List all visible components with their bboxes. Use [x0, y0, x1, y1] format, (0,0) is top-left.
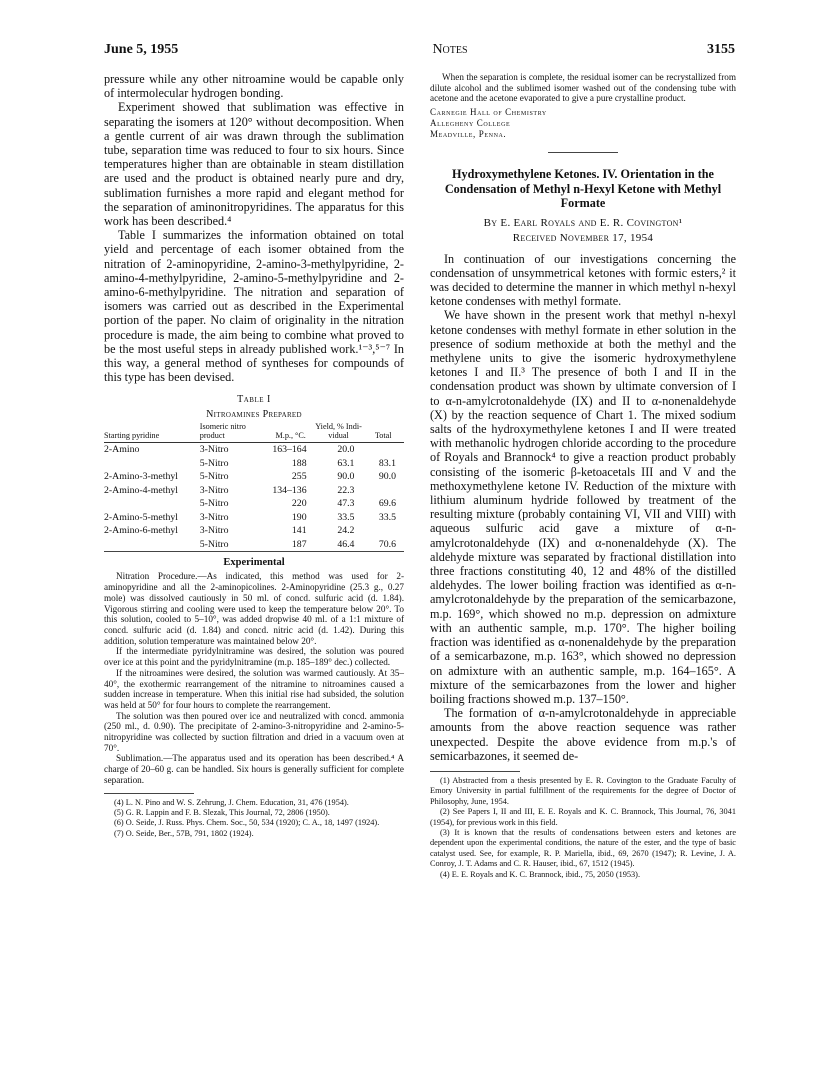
table-cell: 255: [291, 471, 307, 483]
table-cell: 2-Amino-5-methyl: [104, 511, 179, 523]
table-cell: 69.6: [378, 498, 396, 510]
paragraph: The formation of α-n-amylcrotonaldehyde in appreciable amounts from the above reaction sequence was rather unexpected. Despite the above evidence from m.p.'s of semicarbazones, it seemed de-: [430, 706, 736, 763]
table-cell: 2-Amino-4-methyl: [104, 484, 179, 496]
table-row: [104, 457, 404, 471]
table-cell: 63.1: [337, 457, 355, 469]
table-cell: 24.2: [337, 525, 355, 537]
affiliation: [430, 107, 736, 140]
right-footnotes: [430, 776, 736, 880]
table-cell: 2-Amino-6-methyl: [104, 525, 179, 537]
table-cell: 3-Nitro: [199, 511, 229, 523]
footnote: (2) See Papers I, II and III, E. E. Royals and K. C. Brannock, This Journal, 76, 3041 (1954), for previous work in this field.: [430, 807, 736, 827]
paragraph: In continuation of our investigations concerning the condensation of unsymmetrical ketones with formic esters,² it was decided to determine the manner in which methyl n-hexyl ketone condenses with methyl formate.: [430, 251, 736, 309]
left-column: [104, 72, 404, 839]
table-cell: 5-Nitro: [199, 538, 229, 550]
footnote: (6) O. Seide, J. Russ. Phys. Chem. Soc., 50, 534 (1920); C. A., 18, 1497 (1924).: [114, 818, 380, 828]
table-cell: 46.4: [337, 538, 355, 550]
nitroamines-table: [104, 422, 404, 551]
table-row: [104, 511, 404, 525]
table-cell: 2-Amino-3-methyl: [104, 471, 179, 483]
experimental-text: [104, 571, 404, 785]
paragraph: If the nitroamines were desired, the solution was warmed cautiously. At 35–40°, the exothermic rearrangement of the nitramine to nitroamines caused a sudden increase in temperature. When this initial rise had subsided, the solution was held at 50° for four hours to complete the rearrangement.: [104, 667, 404, 710]
paragraph: We have shown in the present work that methyl n-hexyl ketone condenses with methyl formate in ether solution in the presence of sodium methoxide at both the methyl and the methylene units to give the isomeric hydroxymethylene ketones I and II.³ The presence of both I and II in the condensation product was shown by ultimate conversion of I to α-n-amylcrotonaldehyde (IX) and II to α-nonenaldehyde (X) by the reaction sequence of Chart 1. The mixed sodium salts of the hydroxymethylene ketones I and II were treated with methanolic hydrogen chloride according to the procedure of Royals and Brannock⁴ to give a reaction product probably consisting of the isomeric β-ketoacetals III and V and the methoxymethylene ketone IV. Reduction of the mixture with lithium aluminum hydride followed by treatment of the resulting mixture (probably containing VI, VII and VIII) with aqueous sulfuric acid gave a mixture of α-n-amylcrotonaldehyde (IX) and α-nonenaldehyde (X). The aldehyde mixture was separated by fractional distillation into three fractions constituting 40, 12 and 48% of the distilled aldehydes. The lower boiling fraction was identified as α-n-amylcrotonaldehyde by the preparation of the semicarbazone, m.p. 169°, which showed no m.p. depression on admixture with an authentic sample, m.p. 170°. The higher boiling fraction was identified as α-nonenaldehyde by the preparation of a semicarbazone, m.p. 163°, which showed no depression on admixture with an authentic sample, m.p. 164–165°. A mixture of the semicarbazones from the lower and higher boiling fractions showed m.p. 137–150°.: [430, 308, 736, 706]
paragraph: The solution was then poured over ice and neutralized with concd. ammonia (250 ml., d. 0.90). The precipitate of 2-amino-3-nitropyridine and 2-amino-5-nitropyridine was collected by suction filtration and dried in a vacuum oven at 70°.: [104, 710, 404, 753]
paragraph: Table I summarizes the information obtained on total yield and percentage of each isomer obtained from the nitration of 2-aminopyridine, 2-amino-3-methylpyridine, 2-amino-4-methylpyridine, 2-amino-5-methylpyridine and 2-amino-6-methylpyridine. The nitration and separation of isomers was carried out as described in the Experimental portion of the paper. No claim of originality in the nitration procedure is made, the aim being to combine what proved to be the most useful steps in already published work.¹⁻³,⁵⁻⁷ In this way, a general method of syntheses for compounds of this type has been devised.: [104, 228, 404, 385]
right-column: [430, 72, 736, 880]
table-cell: 141: [291, 525, 307, 537]
table-header: Isomeric nitro product: [200, 422, 267, 443]
footnote: (4) L. N. Pino and W. S. Zehrung, J. Chem. Education, 31, 476 (1954).: [114, 797, 349, 807]
footnote-rule: [104, 793, 194, 794]
right-body-text: [430, 252, 736, 763]
table-body: [104, 443, 404, 552]
paragraph: When the separation is complete, the residual isomer can be recrystallized from dilute alcohol and the sublimed isomer washed out of the condensing tube with acetone and the acetone evaporated to give a pure crystalline product.: [430, 72, 736, 104]
table-cell: [362, 524, 404, 538]
paragraph: pressure while any other nitroamine would be capable only of intermolecular hydrogen bonding.: [104, 72, 404, 101]
right-top-text: [430, 72, 736, 104]
table-cell: 220: [291, 498, 307, 510]
table-cell: 187: [291, 538, 307, 550]
footnote: (1) Abstracted from a thesis presented by E. R. Covington to the Graduate Faculty of Emory University in partial fulfillment of the requirements for the degree of Doctor of Philosophy, June, 1954.: [430, 775, 736, 806]
footnote: (3) It is known that the results of condensations between esters and ketones are dependent upon the experimental conditions, the nature of the ester, and the type of basic catalyst used. See, for example, R. P. Mariella, ibid., 69, 2670 (1947); R. Levine, J. A. Conroy, J. T. Adams and C. R. Hauser, ibid., 67, 1512 (1945).: [430, 827, 736, 869]
address-line: Carnegie Hall of Chemistry: [430, 107, 547, 118]
table-cell: 33.5: [378, 511, 396, 523]
table-cell: 163–164: [272, 444, 307, 456]
table-row: [104, 538, 404, 552]
table-cell: 83.1: [378, 457, 396, 469]
address-line: Allegheny College: [430, 118, 511, 129]
table-row: [104, 497, 404, 511]
received-date: Received November 17, 1954: [512, 231, 654, 244]
table-header: Yield, % Indi- vidual: [315, 422, 363, 443]
table-cell: 5-Nitro: [199, 457, 229, 469]
footnote: (7) O. Seide, Ber., 57B, 791, 1802 (1924).: [114, 828, 254, 838]
table-cell: 2-Amino: [104, 444, 140, 456]
table-cell: [362, 443, 404, 457]
table-cell: 5-Nitro: [199, 498, 229, 510]
table-cell: [362, 484, 404, 498]
table-cell: 5-Nitro: [199, 471, 229, 483]
table-row: [104, 470, 404, 484]
table-row: [104, 524, 404, 538]
header-section: Notes: [432, 42, 468, 57]
table-cell: 3-Nitro: [199, 444, 229, 456]
byline: By E. Earl Royals and E. R. Covington¹: [483, 216, 683, 229]
paragraph: If the intermediate pyridylnitramine was desired, the solution was poured over ice at this point and the pyridylnitramine (m.p. 185–189° dec.) collected.: [104, 646, 404, 668]
table-row: [104, 443, 404, 457]
paragraph: Sublimation.—The apparatus used and its operation has been described.⁴ A charge of 20–60 g. can be handled. Six hours is generally sufficient for complete separation.: [104, 753, 404, 785]
footnote: (4) E. E. Royals and K. C. Brannock, ibid., 75, 2050 (1953).: [440, 869, 641, 879]
table-subtitle: Nitroamines Prepared: [206, 409, 302, 421]
header-date: June 5, 1955: [104, 42, 179, 57]
footnote: (5) G. R. Lappin and F. B. Slezak, This Journal, 72, 2806 (1950).: [114, 807, 330, 817]
paragraph: Nitration Procedure.—As indicated, this method was used for 2-aminopyridine and all the 2-aminopicolines. 2-Aminopyridine (25.3 g., 0.27 mole) was dissolved cautiously in 50 ml. of concd. sulfuric acid (d. 1.84). Vigorous stirring and cooling were used to keep the temperature below 20°. To this solution, cooled to 5–10°, was added dropwise 40 ml. of a 1:1 mixture of concd. sulfuric acid (d. 1.84) and concd. nitric acid (d. 1.42). During this addition, solution temperature was maintained below 20°.: [104, 571, 404, 646]
table-cell: 90.0: [337, 471, 355, 483]
table-cell: 70.6: [378, 538, 396, 550]
table-cell: 47.3: [337, 498, 355, 510]
table-cell: [104, 457, 200, 471]
experimental-heading: Experimental: [223, 557, 285, 569]
separator-rule: [548, 152, 618, 153]
table-cell: 90.0: [378, 471, 396, 483]
table-cell: 20.0: [337, 444, 355, 456]
table-cell: 22.3: [337, 484, 355, 496]
table-cell: 190: [291, 511, 307, 523]
table-cell: 33.5: [337, 511, 355, 523]
table-row: [104, 484, 404, 498]
table-header: M.p., °C.: [267, 422, 315, 443]
table-cell: 3-Nitro: [199, 525, 229, 537]
table-cell: 3-Nitro: [199, 484, 229, 496]
paragraph: Experiment showed that sublimation was effective in separating the isomers at 120° without decomposition. When a gentle current of air was drawn through the sublimation tube, separation time was reduced to four to six hours. Since temperatures higher than are obtainable in steam distillation are used and the product is obtained nearly pure and dry, sublimation furnishes a more rapid and elegant method for the separation of aminonitropyridines. The apparatus for this work has been described.⁴: [104, 100, 404, 229]
footnote-rule: [430, 771, 520, 772]
address-line: Meadville, Penna.: [430, 129, 507, 140]
table-cell: [104, 538, 200, 552]
table-cell: 134–136: [272, 484, 307, 496]
article-title: Hydroxymethylene Ketones. IV. Orientation in the Condensation of Methyl n-Hexyl Ketone with Methyl Formate: [444, 167, 722, 211]
table-header: Starting pyridine: [104, 422, 200, 443]
table-bottom-rule: [104, 551, 404, 552]
left-footnotes: [104, 798, 404, 840]
table-cell: [104, 497, 200, 511]
table-title: Table I: [237, 394, 271, 406]
table-cell: 188: [291, 457, 307, 469]
left-body-text: [104, 72, 404, 384]
header-page-number: 3155: [707, 42, 735, 57]
table-header: Total: [362, 422, 404, 443]
